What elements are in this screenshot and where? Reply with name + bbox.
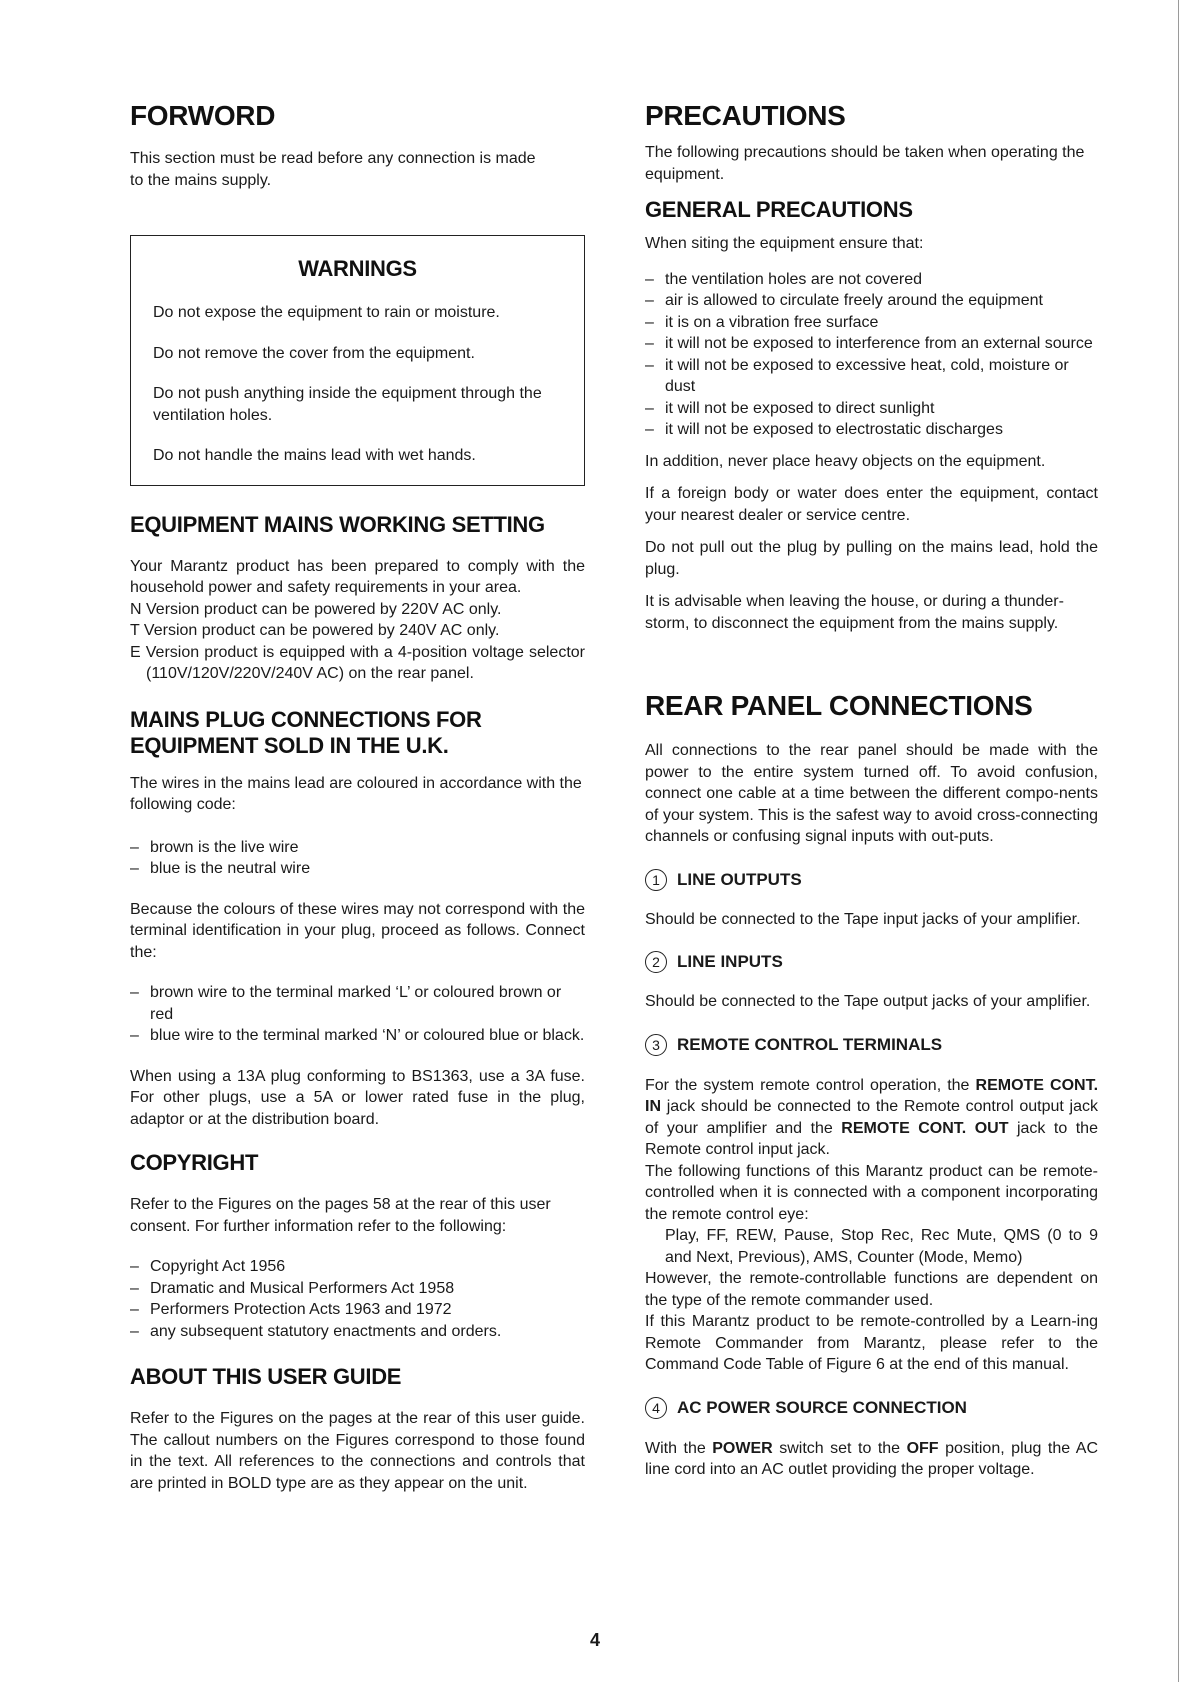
list-item: – blue wire to the terminal marked ‘N’ or coloured blue or black. <box>130 1025 585 1047</box>
line-inputs-heading <box>645 950 1098 974</box>
ac-power-text <box>645 1438 1098 1481</box>
list-item: – air is allowed to circulate freely around the equipment <box>645 290 1098 312</box>
remote-functions-list: Play, FF, REW, Pause, Stop Rec, Rec Mute, QMS (0 to 9 and Next, Previous), AMS, Counter (Mode, Memo) <box>665 1227 1098 1266</box>
remote-text <box>645 1075 1098 1161</box>
mains-plug-because: Because the colours of these wires may not correspond with the terminal identification in your plug, proceed as follows. Connect the: <box>130 900 585 961</box>
list-item: – brown wire to the terminal marked ‘L’ or coloured brown or red <box>130 982 585 1025</box>
ac-text-part: With the <box>645 1439 706 1457</box>
warning-item: Do not push anything inside the equipment through the ventilation holes. <box>153 385 542 424</box>
wire-code-list <box>130 837 585 880</box>
list-item: – Performers Protection Acts 1963 and 1972 <box>130 1299 585 1321</box>
remote-learning-text: If this Marantz product to be remote-controlled by a Learn-ing Remote Commander from Marantz, please refer to the Command Code Table of Figure 6 at the end of this manual. <box>645 1313 1098 1373</box>
ac-text-part: switch set to the <box>779 1439 901 1457</box>
list-item: – it is on a vibration free surface <box>645 312 1098 334</box>
rear-panel-title: REAR PANEL CONNECTIONS <box>645 690 1033 721</box>
remote-text-part: jack should be connected to the Remote control output jack of your amplifier and the <box>645 1098 1098 1137</box>
ac-power-heading <box>645 1396 1098 1420</box>
remote-cont-in-label: REMOTE CONT. IN <box>645 1076 1099 1115</box>
warning-item: Do not handle the mains lead with wet hands. <box>153 447 476 464</box>
remote-title: REMOTE CONTROL TERMINALS <box>677 1034 943 1054</box>
list-item: – Copyright Act 1956 <box>130 1256 585 1278</box>
off-position-label: OFF <box>906 1439 939 1457</box>
remote-functions-intro: The following functions of this Marantz product can be remote-controlled when it is connected with a component incorporating the remote control eye: <box>645 1162 1098 1223</box>
forword-title: FORWORD <box>130 100 276 131</box>
mains-plug-title: MAINS PLUG CONNECTIONS FOR EQUIPMENT SOLD IN THE U.K. <box>130 706 482 758</box>
mains-setting-intro: Your Marantz product has been prepared to comply with the household power and safety requirements in your area. <box>130 557 585 596</box>
right-column <box>645 100 1098 1481</box>
version-t: T Version product can be powered by 240V AC only. <box>130 622 500 639</box>
mains-plug-intro: The wires in the mains lead are coloured in accordance with the following code: <box>130 774 582 813</box>
list-item: – it will not be exposed to interference from an external source <box>645 333 1098 355</box>
precautions-intro: The following precautions should be taken when operating the equipment. <box>645 144 1085 183</box>
power-switch-label: POWER <box>712 1439 773 1457</box>
remote-cont-out-label: REMOTE CONT. OUT <box>841 1119 1009 1137</box>
general-para: It is advisable when leaving the house, or during a thunder-storm, to disconnect the equipment from the mains supply. <box>645 593 1064 632</box>
list-item: – it will not be exposed to excessive heat, cold, moisture or dust <box>645 355 1098 398</box>
copyright-intro: Refer to the Figures on the pages 58 at the rear of this user consent. For further information refer to the following: <box>130 1196 551 1235</box>
remote-text-part: For the system remote control operation, the <box>645 1076 970 1094</box>
left-column <box>130 100 585 1494</box>
line-inputs-text: Should be connected to the Tape output jacks of your amplifier. <box>645 993 1091 1010</box>
general-para: In addition, never place heavy objects on the equipment. <box>645 452 1046 470</box>
callout-1-icon: 1 <box>645 869 667 891</box>
warning-item: Do not expose the equipment to rain or moisture. <box>153 304 500 321</box>
version-n: N Version product can be powered by 220V AC only. <box>130 600 502 618</box>
warning-item: Do not remove the cover from the equipment. <box>153 344 475 362</box>
list-item: – brown is the live wire <box>130 837 585 859</box>
copyright-list <box>130 1256 585 1342</box>
remote-heading <box>645 1033 1098 1057</box>
list-item: – Dramatic and Musical Performers Act 1958 <box>130 1278 585 1300</box>
rear-intro: All connections to the rear panel should be made with the power to the entire system turned off. To avoid confusion, connect one cable at a time between the different compo-nents of your system. This is the safest way to avoid cross-connecting channels or confusing signal inputs with out-puts. <box>645 742 1098 845</box>
ac-power-title: AC POWER SOURCE CONNECTION <box>677 1397 967 1417</box>
remote-text-part: jack to the Remote control input jack. <box>645 1119 1098 1158</box>
warnings-title: WARNINGS <box>298 256 417 281</box>
about-text: Refer to the Figures on the pages at the rear of this user guide. The callout numbers on the Figures correspond to those found in the text. All references to the connections and controls that are printed in BOLD type are as they appear on the unit. <box>130 1410 585 1492</box>
general-para: If a foreign body or water does enter the equipment, contact your nearest dealer or service centre. <box>645 485 1098 524</box>
forword-text: This section must be read before any connection is made to the mains supply. <box>130 150 536 189</box>
callout-2-icon: 2 <box>645 951 667 973</box>
list-item: – it will not be exposed to electrostatic discharges <box>645 419 1098 441</box>
scan-edge-line <box>1178 0 1179 1682</box>
mains-setting-title: EQUIPMENT MAINS WORKING SETTING <box>130 511 545 537</box>
line-outputs-title: LINE OUTPUTS <box>677 869 802 889</box>
callout-3-icon: 3 <box>645 1034 667 1056</box>
ac-text-part: position, plug the AC line cord into an AC outlet providing the proper voltage. <box>645 1439 1098 1478</box>
siting-list <box>645 269 1098 441</box>
line-inputs-title: LINE INPUTS <box>677 952 783 971</box>
general-intro: When siting the equipment ensure that: <box>645 235 924 252</box>
version-e: E Version product is equipped with a 4-position voltage selector (110V/120V/220V/240V AC) on the rear panel. <box>130 643 585 682</box>
list-item: – it will not be exposed to direct sunlight <box>645 398 1098 420</box>
callout-4-icon: 4 <box>645 1397 667 1419</box>
about-title: ABOUT THIS USER GUIDE <box>130 1364 402 1389</box>
line-outputs-text: Should be connected to the Tape input jacks of your amplifier. <box>645 910 1081 928</box>
list-item: – blue is the neutral wire <box>130 858 585 880</box>
precautions-title: PRECAUTIONS <box>645 100 846 131</box>
page-number: 4 <box>589 1630 600 1650</box>
line-outputs-heading <box>645 868 1098 892</box>
general-para: Do not pull out the plug by pulling on the mains lead, hold the plug. <box>645 539 1098 578</box>
remote-dependency-text: However, the remote-controllable functions are dependent on the type of the remote commander used. <box>645 1270 1098 1309</box>
list-item: – any subsequent statutory enactments and orders. <box>130 1321 585 1343</box>
general-precautions-title: GENERAL PRECAUTIONS <box>645 197 913 222</box>
warnings-box <box>130 235 585 486</box>
wire-connect-list <box>130 982 585 1047</box>
fuse-text: When using a 13A plug conforming to BS1363, use a 3A fuse. For other plugs, use a 5A or lower rated fuse in the plug, adaptor or at the distribution board. <box>130 1067 585 1128</box>
list-item: – the ventilation holes are not covered <box>645 269 1098 291</box>
copyright-title: COPYRIGHT <box>130 1150 259 1175</box>
